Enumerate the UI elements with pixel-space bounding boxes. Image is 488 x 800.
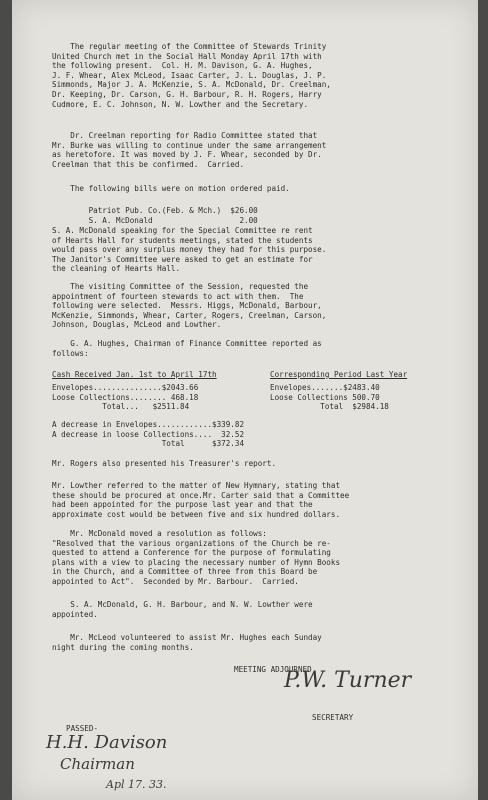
finance-left-table: Envelopes...............$2043.66 Loose Collections........ 468.18 Total... $2511.84 — [52, 383, 199, 412]
document-page — [12, 0, 478, 800]
bills-intro: The following bills were on motion ordered paid. — [52, 184, 290, 193]
visiting-committee-paragraph: The visiting Committee of the Session, requested the appointment of fourteen stewards to act with them. The following were selected. Messrs. Higgs, McDonald, Barbour, McKenzie, Simmonds, Whear, Carter, Rogers, Creelman, Carson, Johnson, Douglas, McLeod and Lowther. — [52, 282, 327, 330]
chairman-signature: H.H. Davison — [46, 732, 168, 753]
appointed-paragraph: S. A. McDonald, G. H. Barbour, and N. W. Lowther were appointed. — [52, 600, 313, 619]
finance-left-heading: Cash Received Jan. 1st to April 17th — [52, 370, 217, 379]
chairman-title-signature: Chairman — [60, 755, 135, 773]
resolution-paragraph: Mr. McDonald moved a resolution as follows: "Resolved that the various organizations of the Church be re- quested to attend a Conference for the purpose of formulating plans with a view to placing the necessary number of Hymn Books in the Church, and a Committee of three from this Board be appointed to Act". Seconded by Mr. Barbour. Carried. — [52, 529, 341, 586]
hymnary-paragraph: Mr. Lowther referred to the matter of New Hymnary, stating that these should be procured at once.Mr. Carter said that a Committee had been appointed for the purpose last year and that the approximate cost would be between five and six hundred dollars. — [52, 481, 350, 519]
meeting-adjourned: MEETING ADJOURNED — [234, 665, 312, 674]
decrease-table: A decrease in Envelopes............$339.82 A decrease in loose Collections.... 32.52 Total $372.34 — [52, 420, 245, 449]
bills-list: Patriot Pub. Co.(Feb. & Mch.) $26.00 S. A. McDonald 2.00 — [88, 206, 258, 225]
finance-right-heading: Corresponding Period Last Year — [270, 370, 408, 379]
finance-intro: G. A. Hughes, Chairman of Finance Committee reported as follows: — [52, 339, 322, 358]
signature-date: Apl 17. 33. — [106, 778, 167, 791]
secretary-label: SECRETARY — [312, 713, 354, 722]
passed-label: PASSED- — [66, 724, 99, 733]
attendance-paragraph: The regular meeting of the Committee of Stewards Trinity United Church met in the Social Hall Monday April 17th with the following present. Col. H. M. Davison, G. A. Hughes, J. F. Whear, Alex McLeod, Isaac Carter, J. L. Douglas, J. P. Simmonds, Major J. A. McKenzie, S. A. McDonald, Dr. Creelman, Dr. Keeping, Dr. Carson, G. H. Barbour, R. H. Rogers, Harry Cudmore, E. C. Johnson, N. W. Lowther and the Secretary. — [52, 42, 331, 109]
mcleod-paragraph: Mr. McLeod volunteered to assist Mr. Hughes each Sunday night during the coming months. — [52, 633, 322, 652]
finance-right-table: Envelopes.......$2483.40 Loose Collections 500.70 Total $2984.18 — [270, 383, 389, 412]
treasurer-report-line: Mr. Rogers also presented his Treasurer's report. — [52, 459, 277, 468]
radio-committee-paragraph: Dr. Creelman reporting for Radio Committee stated that Mr. Burke was willing to continue under the same arrangement as heretofore. It was moved by J. F. Whear, seconded by Dr. Creelman that this be confirmed. Carried. — [52, 131, 327, 169]
hearts-hall-paragraph: S. A. McDonald speaking for the Special Committee re rent of Hearts Hall for students meetings, stated the students would pass over any surplus money they had for this purpose. The Janitor's Committee were asked to get an estimate for the cleaning of Hearts Hall. — [52, 226, 327, 274]
secretary-signature: P.W. Turner — [284, 668, 412, 693]
